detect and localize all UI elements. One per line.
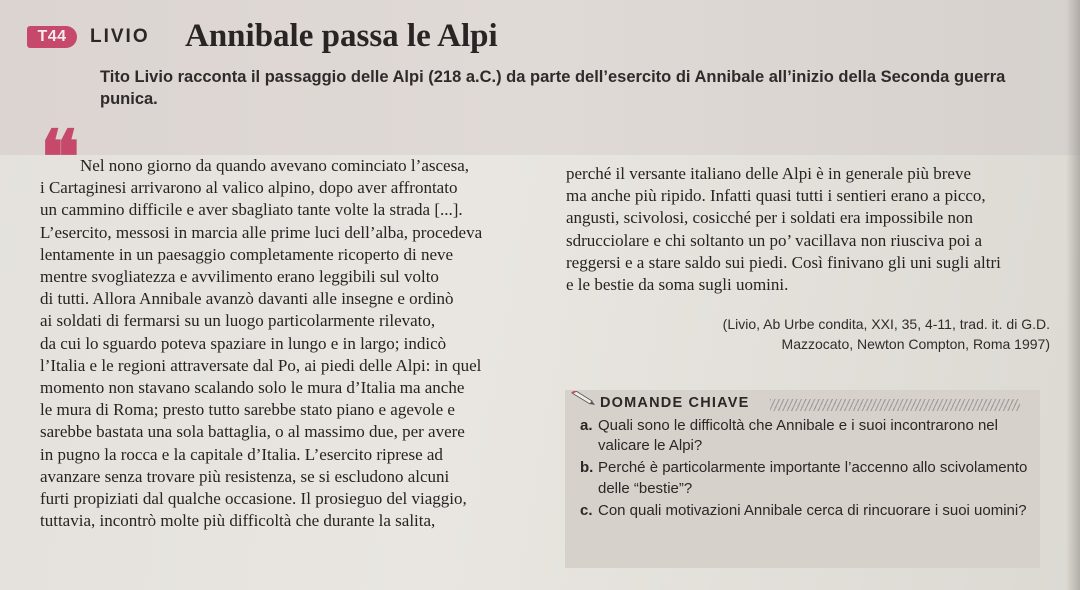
text-line: i Cartaginesi arrivarono al valico alpino, dopo aver affrontato bbox=[40, 178, 458, 198]
text-line: furti propiziati dal qualche occasione. Il prosieguo del viaggio, bbox=[40, 489, 467, 509]
citation-line: Mazzocato, Newton Compton, Roma 1997) bbox=[781, 336, 1050, 352]
question-item bbox=[580, 416, 1035, 456]
text-line: in pugno la rocca e la capitale d’Italia. L’esercito riprese ad bbox=[40, 444, 443, 464]
question-list bbox=[580, 416, 1035, 523]
text-line: ma anche più ripido. Infatti quasi tutti i sentieri erano a picco, bbox=[566, 186, 986, 206]
text-line: un cammino difficile e aver sbagliato tante volte la strada [...]. bbox=[40, 200, 463, 220]
question-letter: a. bbox=[580, 417, 593, 434]
text-line: mentre svogliatezza e avvilimento erano leggibili sul volto bbox=[40, 267, 439, 287]
text-line: reggersi e a stare saldo sui piedi. Così finivano gli uni sugli altri bbox=[566, 252, 1001, 272]
question-letter: c. bbox=[580, 501, 593, 519]
text-line: da cui lo sguardo poteva spaziare in lungo e in largo; indicò bbox=[40, 333, 447, 353]
body-text-right bbox=[566, 163, 1066, 296]
source-citation bbox=[680, 314, 1050, 354]
key-questions-title: DOMANDE CHIAVE bbox=[600, 395, 750, 411]
pencil-icon bbox=[570, 391, 596, 405]
page-title: Annibale passa le Alpi bbox=[185, 18, 498, 54]
citation-line: (Livio, Ab Urbe condita, XXI, 35, 4-11, trad. it. di G.D. bbox=[722, 316, 1050, 332]
text-line: l’Italia e le regioni attraversate dal Po, ai piedi delle Alpi: in quel bbox=[40, 355, 482, 375]
author-label: LIVIO bbox=[90, 26, 150, 47]
text-line: e le bestie da soma sugli uomini. bbox=[566, 275, 789, 295]
text-line: lentamente in un paesaggio completamente ricoperto di neve bbox=[40, 244, 454, 264]
question-item bbox=[580, 501, 1035, 521]
text-line: angusti, scivolosi, cosicché per i soldati era impossibile non bbox=[566, 208, 973, 228]
text-number-badge: T44 bbox=[27, 26, 77, 48]
question-text: Perché è particolarmente importante l’accenno allo scivolamento delle “bestie”? bbox=[598, 459, 1028, 497]
text-line: di tutti. Allora Annibale avanzò davanti alle insegne e ordinò bbox=[40, 289, 454, 309]
text-line: L’esercito, messosi in marcia alle prime luci dell’alba, procedeva bbox=[40, 222, 483, 242]
question-text: Con quali motivazioni Annibale cerca di rincuorare i suoi uomini? bbox=[598, 501, 1027, 519]
text-line: sarebbe bastata una sola battaglia, o al massimo due, per avere bbox=[40, 422, 465, 442]
text-line: Nel nono giorno da quando avevano cominciato l’ascesa, bbox=[80, 156, 469, 175]
quote-mark-icon: ❝ bbox=[40, 118, 80, 200]
question-item bbox=[580, 458, 1035, 498]
text-line: avanzare senza trovare più resistenza, se si escludono alcuni bbox=[40, 466, 450, 486]
question-text: Quali sono le difficoltà che Annibale e i suoi incontrarono nel valicare le Alpi? bbox=[598, 417, 998, 455]
text-line: momento non stavano scalando solo le mura d’Italia ma anche bbox=[40, 378, 465, 398]
hatch-decoration bbox=[770, 399, 1020, 411]
text-line: perché il versante italiano delle Alpi è in generale più breve bbox=[566, 164, 971, 183]
intro-line: Tito Livio racconta il passaggio delle Alpi (218 a.C.) da parte dell’esercito di Annibale all’inizio della Seconda guerra bbox=[100, 68, 1006, 86]
question-letter: b. bbox=[580, 459, 594, 477]
text-line: sdrucciolare e chi soltanto un po’ vacillava non riusciva poi a bbox=[566, 230, 983, 250]
page-edge-shadow bbox=[1066, 0, 1080, 590]
body-text-left bbox=[40, 155, 560, 532]
text-line: tuttavia, incontrò molte più difficoltà che durante la salita, bbox=[40, 511, 436, 531]
text-line: ai soldati di fermarsi su un luogo particolarmente rilevato, bbox=[40, 311, 436, 331]
text-line: le mura di Roma; presto tutto sarebbe stato piano e agevole e bbox=[40, 400, 455, 420]
intro-text bbox=[100, 66, 1050, 110]
intro-line: punica. bbox=[100, 90, 158, 108]
